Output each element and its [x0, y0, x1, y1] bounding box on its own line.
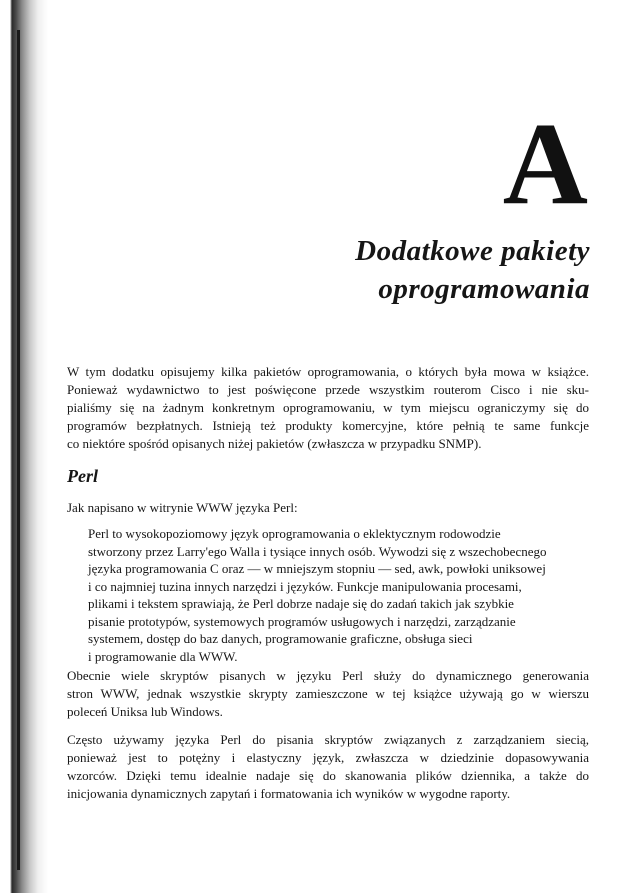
binding-shadow-line — [17, 30, 20, 870]
appendix-title-line-1: Dodatkowe pakiety — [355, 235, 590, 267]
para2-line-2: stron WWW, jednak wszystkie skrypty zamieszczone w tej książce używają go w wierszu — [67, 686, 589, 701]
intro-line-5: co niektóre spośród opisanych niżej pakietów (zwłaszcza w przypadku SNMP). — [67, 436, 482, 451]
quote-line-8: i programowanie dla WWW. — [88, 648, 238, 664]
quote-line-7: systemem, dostęp do baz danych, programowanie graficzne, obsługa sieci — [88, 631, 473, 646]
appendix-title — [355, 232, 590, 308]
intro-line-3: pialiśmy się na żadnym konkretnym oprogramowaniu, w tym miejscu ograniczymy się do — [67, 400, 589, 415]
section-heading-perl: Perl — [67, 466, 98, 486]
page-binding-edge — [0, 0, 48, 893]
quote-line-6: pisanie prototypów, systemowych programów usługowych i narzędzi, zarządzanie — [88, 613, 516, 629]
para3-line-3: wzorców. Dzięki temu idealnie nadaje się do skanowania plików dziennika, a także do — [67, 768, 589, 783]
appendix-letter: A — [502, 98, 588, 229]
para3-line-4: inicjowania dynamicznych zapytań i formatowania ich wyników w wygodne raporty. — [67, 786, 511, 801]
para3-line-2: ponieważ jest to potężny i elastyczny język, zwłaszcza w dziedzinie dopasowywania — [67, 750, 589, 765]
perl-paragraph-2 — [67, 667, 589, 721]
quote-line-4: i co najmniej tuzina innych narzędzi i języków. Funkcje manipulowania procesami, — [88, 578, 522, 594]
appendix-title-line-2: oprogramowania — [378, 273, 590, 305]
para2-line-1: Obecnie wiele skryptów pisanych w języku Perl służy do dynamicznego generowania — [67, 668, 589, 683]
quote-line-3: języka programowania C oraz — w mniejszym stopniu — sed, awk, powłoki uniksowej — [88, 561, 546, 576]
para2-line-3: poleceń Uniksa lub Windows. — [67, 704, 223, 719]
para3-line-1: Często używamy języka Perl do pisania skryptów związanych z zarządzaniem siecią, — [67, 732, 589, 747]
intro-paragraph — [67, 363, 589, 453]
perl-paragraph-3 — [67, 731, 589, 803]
perl-lead-sentence: Jak napisano w witrynie WWW języka Perl: — [67, 500, 298, 515]
perl-quote — [88, 525, 583, 665]
intro-line-1: W tym dodatku opisujemy kilka pakietów oprogramowania, o których była mowa w książce. — [67, 364, 589, 379]
intro-line-2: Ponieważ wydawnictwo to jest poświęcone przede wszystkim routerom Cisco i nie sku- — [67, 382, 589, 397]
quote-line-1: Perl to wysokopoziomowy język oprogramowania o eklektycznym rodowodzie — [88, 526, 501, 541]
quote-line-5: plikami i tekstem sprawiają, że Perl dobrze nadaje się do zadań takich jak szybkie — [88, 596, 514, 611]
intro-line-4: programów bezpłatnych. Istnieją też produkty komercyjne, które pełnią te same funkcje — [67, 418, 589, 433]
quote-line-2: stworzony przez Larry'ego Walla i tysiące innych osób. Wywodzi się z wszechobecnego — [88, 543, 547, 559]
